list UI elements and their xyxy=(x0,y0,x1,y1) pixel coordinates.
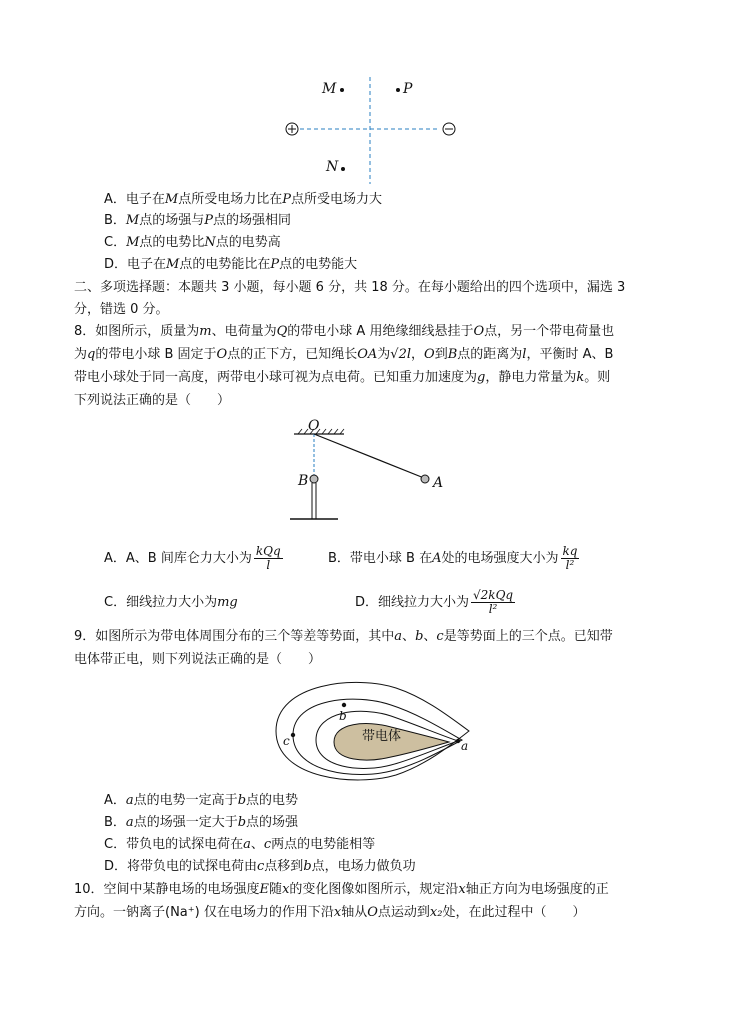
section2-line2: 分，错选 0 分。 xyxy=(74,302,169,317)
q8-option-b[interactable]: B．带电小球 B 在A处的电场强度大小为 $\frac{kq}{\text{l²}}$ xyxy=(328,544,578,572)
point-b xyxy=(342,703,346,707)
point-a xyxy=(456,739,460,743)
string-line xyxy=(314,434,424,478)
q7-option-d[interactable]: D．电子在M点的电势能比在P点的电势能大 xyxy=(104,257,358,272)
label-B: B xyxy=(298,473,309,489)
label-b: b xyxy=(339,709,347,723)
q9-option-c[interactable]: C．带负电的试探电荷在a、c两点的电势能相等 xyxy=(104,837,376,852)
point-c xyxy=(291,733,295,737)
q8-stem-line3: 带电小球处于同一高度，两带电小球可视为点电荷。已知重力加速度为g，静电力常量为k。则 xyxy=(74,370,611,385)
q7-option-a[interactable]: A．电子在M点所受电场力比在P点所受电场力大 xyxy=(104,192,382,207)
label-N: N xyxy=(326,159,339,175)
label-O: O xyxy=(308,418,320,434)
ball-A-icon xyxy=(421,475,429,483)
q9-option-d[interactable]: D．将带负电的试探电荷由c点移到b点，电场力做负功 xyxy=(104,859,416,874)
q10-stem-line2: 方向。一钠离子(Na⁺) 仅在电场力的作用下沿x轴从O点运动到x₂处，在此过程中（ ） xyxy=(74,905,586,920)
label-a: a xyxy=(461,739,469,753)
q7-option-b[interactable]: B．M点的场强与P点的场强相同 xyxy=(104,213,292,228)
figure-field-points xyxy=(280,72,470,187)
q8-option-c[interactable]: C．细线拉力大小为mg xyxy=(104,595,238,610)
q8-stem-line4: 下列说法正确的是（ ） xyxy=(74,393,231,408)
q8-stem-line2: 为q的带电小球 B 固定于O点的正下方，已知绳长OA为√2l，O到B点的距离为l，平衡时 A、B xyxy=(74,347,614,362)
ball-B-icon xyxy=(310,475,318,483)
figure-hanging-ball xyxy=(288,420,448,525)
q7-option-c[interactable]: C．M点的电势比N点的电势高 xyxy=(104,235,281,250)
q8-option-a[interactable]: A．A、B 间库仑力大小为 $\frac{\text{kQq}}{l}$ xyxy=(104,544,281,572)
q8-stem-line1: 8．如图所示，质量为m、电荷量为Q的带电小球 A 用绝缘细线悬挂于O点，另一个带电荷量也 xyxy=(74,324,615,339)
point-M xyxy=(340,88,344,92)
q9-option-a[interactable]: A．a点的电势一定高于b点的电势 xyxy=(104,793,299,808)
label-c: c xyxy=(283,734,290,748)
charged-body-label: 带电体 xyxy=(362,729,402,744)
section2-line1: 二、多项选择题：本题共 3 小题，每小题 6 分，共 18 分。在每小题给出的四个选项中，漏选 3 xyxy=(74,280,626,295)
q9-option-b[interactable]: B．a点的场强一定大于b点的场强 xyxy=(104,815,299,830)
point-N xyxy=(341,167,345,171)
label-P: P xyxy=(403,81,413,97)
q10-stem-line1: 10．空间中某静电场的电场强度E随x的变化图像如图所示，规定沿x轴正方向为电场强度的正 xyxy=(74,882,609,897)
point-P xyxy=(396,88,400,92)
q9-stem-line1: 9．如图所示为带电体周围分布的三个等差等势面，其中a、b、c是等势面上的三个点。已知带 xyxy=(74,629,613,644)
q9-stem-line2: 电体带正电，则下列说法正确的是（ ） xyxy=(74,652,322,667)
q8-option-d[interactable]: D．细线拉力大小为 $\frac{\text{√2kQq}}{\text{l²}}$ xyxy=(355,588,514,616)
label-M: M xyxy=(322,81,337,97)
label-A: A xyxy=(433,475,444,491)
